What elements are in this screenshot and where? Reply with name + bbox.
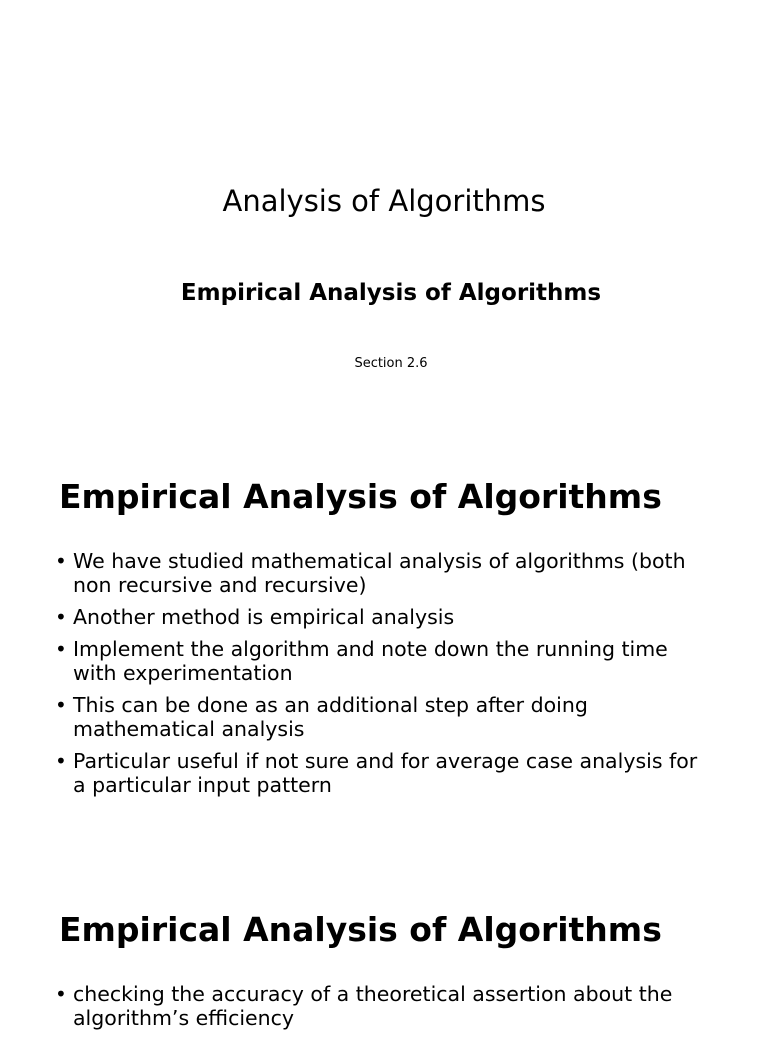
bullet-item: • This can be done as an additional step after doing mathematical analysis xyxy=(55,693,705,741)
title-slide xyxy=(0,0,768,432)
slide-heading: Empirical Analysis of Algorithms xyxy=(59,910,662,949)
content-slide-1 xyxy=(0,432,768,866)
bullet-item: • Implement the algorithm and note down the running time with experimentation xyxy=(55,637,705,685)
section-label: Section 2.6 xyxy=(354,356,428,371)
bullet-item: • Another method is empirical analysis xyxy=(55,605,705,629)
content-slide-2 xyxy=(0,866,768,1030)
bullet-item: • We have studied mathematical analysis of algorithms (both non recursive and recursive) xyxy=(55,549,705,597)
bullet-list xyxy=(55,982,705,1038)
presentation-subtitle: Empirical Analysis of Algorithms xyxy=(180,280,602,306)
slide-heading: Empirical Analysis of Algorithms xyxy=(59,477,662,516)
presentation-title: Analysis of Algorithms xyxy=(222,184,546,218)
bullet-item: • checking the accuracy of a theoretical assertion about the algorithm’s efficiency xyxy=(55,982,705,1030)
bullet-list xyxy=(55,549,705,805)
bullet-item: • Particular useful if not sure and for average case analysis for a particular input pattern xyxy=(55,749,705,797)
